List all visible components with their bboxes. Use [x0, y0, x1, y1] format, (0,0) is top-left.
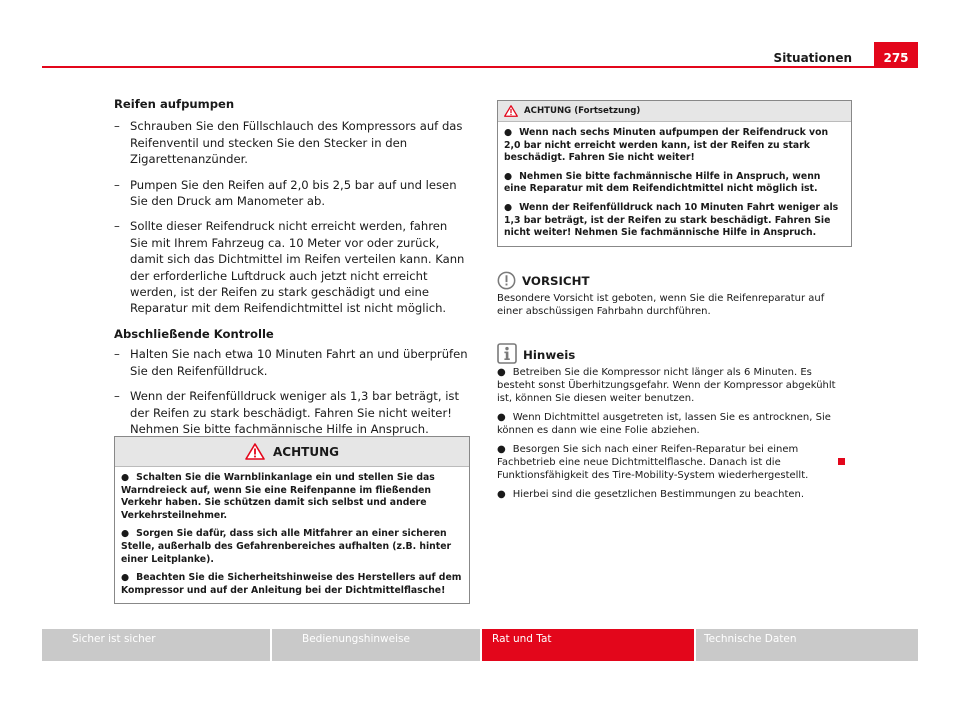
list-item — [504, 202, 845, 240]
section-heading-final-check: Abschließende Kontrolle — [114, 326, 274, 341]
warning-text: Schalten Sie die Warnblinkanlage ein und stellen Sie das Warndreieck auf, wenn Sie eine Reifenpanne im fließenden Verkehr haben. Sie schützen damit sich selbst und andere Verkehrsteilnehmer. — [121, 472, 435, 521]
bullet: ● — [121, 528, 130, 540]
dash-marker: – — [114, 119, 120, 134]
caution-text: Besondere Vorsicht ist geboten, wenn Sie die Reifenreparatur auf einer abschüssigen Fahrbahn durchführen. — [497, 292, 825, 318]
page-section-title: Situationen — [773, 51, 852, 65]
list-item — [504, 171, 845, 196]
bullet: ● — [504, 127, 513, 138]
list-item — [497, 366, 852, 406]
list-item — [114, 388, 468, 437]
warning-box-body — [115, 467, 469, 603]
note-text: Betreiben Sie die Kompressor nicht länger als 6 Minuten. Es besteht sonst Überhitzungsgefahr. Wenn der Kompressor abgekühlt ist, können Sie diesen weiter benutzen. — [497, 366, 836, 405]
caution-header — [497, 271, 852, 290]
warning-continued-header — [498, 101, 851, 122]
left-column — [114, 96, 468, 446]
warning-text: Beachten Sie die Sicherheitshinweise des Herstellers auf dem Kompressor und auf der Anleitung bei der Dichtmittelflasche! — [121, 572, 462, 596]
page-number: 275 — [874, 42, 918, 68]
warning-title: ACHTUNG — [273, 444, 339, 459]
warning-box — [114, 436, 470, 604]
bullet: ● — [497, 443, 506, 455]
warning-text: Wenn der Reifenfülldruck nach 10 Minuten Fahrt weniger als 1,3 bar beträgt, ist der Reifen zu stark beschädigt. Fahren Sie nicht weiter! Nehmen Sie fachmännische Hilfe in Anspruch. — [504, 201, 839, 239]
list-item — [121, 528, 463, 566]
step-text: Sollte dieser Reifendruck nicht erreicht werden, fahren Sie mit Ihrem Fahrzeug ca. 10 Meter vor oder zurück, damit sich das Dichtmittel im Reifen verteilen kann. Kann der erforderliche Luftdruck auch jetzt nicht erreicht werden, ist der Reifen zu stark geschädigt und eine Reparatur mit dem Reifendichtmittel ist nicht möglich. — [130, 219, 465, 316]
list-item — [121, 572, 463, 597]
header-rule — [42, 66, 918, 68]
warning-text: Sorgen Sie dafür, dass sich alle Mitfahrer an einer sicheren Stelle, außerhalb des Gefahrenbereiches aufhalten (z.B. hinter einer Leitplanke). — [121, 528, 452, 565]
warning-triangle-icon — [504, 105, 518, 117]
warning-triangle-icon — [245, 443, 265, 460]
info-icon — [497, 343, 517, 364]
footer-tab-technical-data[interactable]: Technische Daten — [696, 629, 918, 661]
note-text: Wenn Dichtmittel ausgetreten ist, lassen Sie es antrocknen, Sie können es dann wie eine Folie abziehen. — [497, 411, 831, 437]
note-section — [497, 343, 852, 502]
caution-exclamation-icon — [497, 271, 516, 290]
bullet: ● — [121, 572, 130, 584]
bullet: ● — [504, 170, 513, 182]
warning-continued-body — [498, 122, 851, 246]
list-item — [497, 443, 852, 483]
footer-tab-safety[interactable]: Sicher ist sicher — [42, 629, 270, 661]
list-item — [114, 177, 468, 210]
step-text: Wenn der Reifenfülldruck weniger als 1,3 bar beträgt, ist der Reifen zu stark beschädigt. Fahren Sie nicht weiter! Nehmen Sie bitte fachmännische Hilfe in Anspruch. — [130, 389, 460, 436]
bullet: ● — [504, 201, 513, 213]
list-item — [497, 411, 852, 438]
list-item — [114, 218, 468, 316]
step-text: Halten Sie nach etwa 10 Minuten Fahrt an und überprüfen Sie den Reifenfülldruck. — [130, 347, 468, 378]
step-text: Pumpen Sie den Reifen auf 2,0 bis 2,5 bar auf und lesen Sie den Druck am Manometer ab. — [130, 177, 457, 209]
dash-marker: – — [114, 389, 120, 404]
note-title: Hinweis — [523, 348, 576, 363]
warning-text: Nehmen Sie bitte fachmännische Hilfe in Anspruch, wenn eine Reparatur mit dem Reifendichtmittel nicht möglich ist. — [504, 170, 821, 195]
note-header — [497, 343, 852, 364]
warning-continued-title: ACHTUNG (Fortsetzung) — [524, 106, 641, 116]
dash-marker: – — [114, 347, 120, 362]
warning-text: Wenn nach sechs Minuten aufpumpen der Reifendruck von 2,0 bar nicht erreicht werden kann, ist der Reifen zu stark beschädigt. Fahren Sie nicht weiter! — [504, 127, 829, 164]
list-item — [504, 127, 845, 165]
step-text: Schrauben Sie den Füllschlauch des Kompressors auf das Reifenventil und stecken Sie den Stecker in den Zigarettenanzünder. — [130, 119, 463, 167]
list-item — [497, 488, 852, 501]
section-heading-inflate: Reifen aufpumpen — [114, 97, 235, 111]
bullet: ● — [497, 411, 506, 423]
section-end-marker — [838, 458, 845, 465]
caution-section — [497, 271, 852, 319]
caution-title: VORSICHT — [522, 274, 590, 289]
footer-tab-advice[interactable]: Rat und Tat — [482, 629, 694, 661]
warning-box-header — [115, 437, 469, 467]
list-item — [114, 118, 468, 167]
right-column — [497, 100, 852, 506]
warning-continued-box — [497, 100, 852, 247]
list-item — [121, 472, 463, 522]
note-text: Besorgen Sie sich nach einer Reifen-Reparatur bei einem Fachbetrieb eine neue Dichtmittelflasche. Danach ist die Funktionsfähigkeit des Tire-Mobility-System wiederhergestellt. — [497, 443, 809, 482]
bullet: ● — [497, 366, 506, 378]
note-text: Hierbei sind die gesetzlichen Bestimmungen zu beachten. — [512, 488, 805, 500]
bullet: ● — [497, 488, 506, 500]
list-item — [114, 346, 468, 379]
footer-tab-operation[interactable]: Bedienungshinweise — [272, 629, 480, 661]
dash-marker: – — [114, 177, 120, 192]
dash-marker: – — [114, 219, 120, 234]
bullet: ● — [121, 472, 130, 483]
